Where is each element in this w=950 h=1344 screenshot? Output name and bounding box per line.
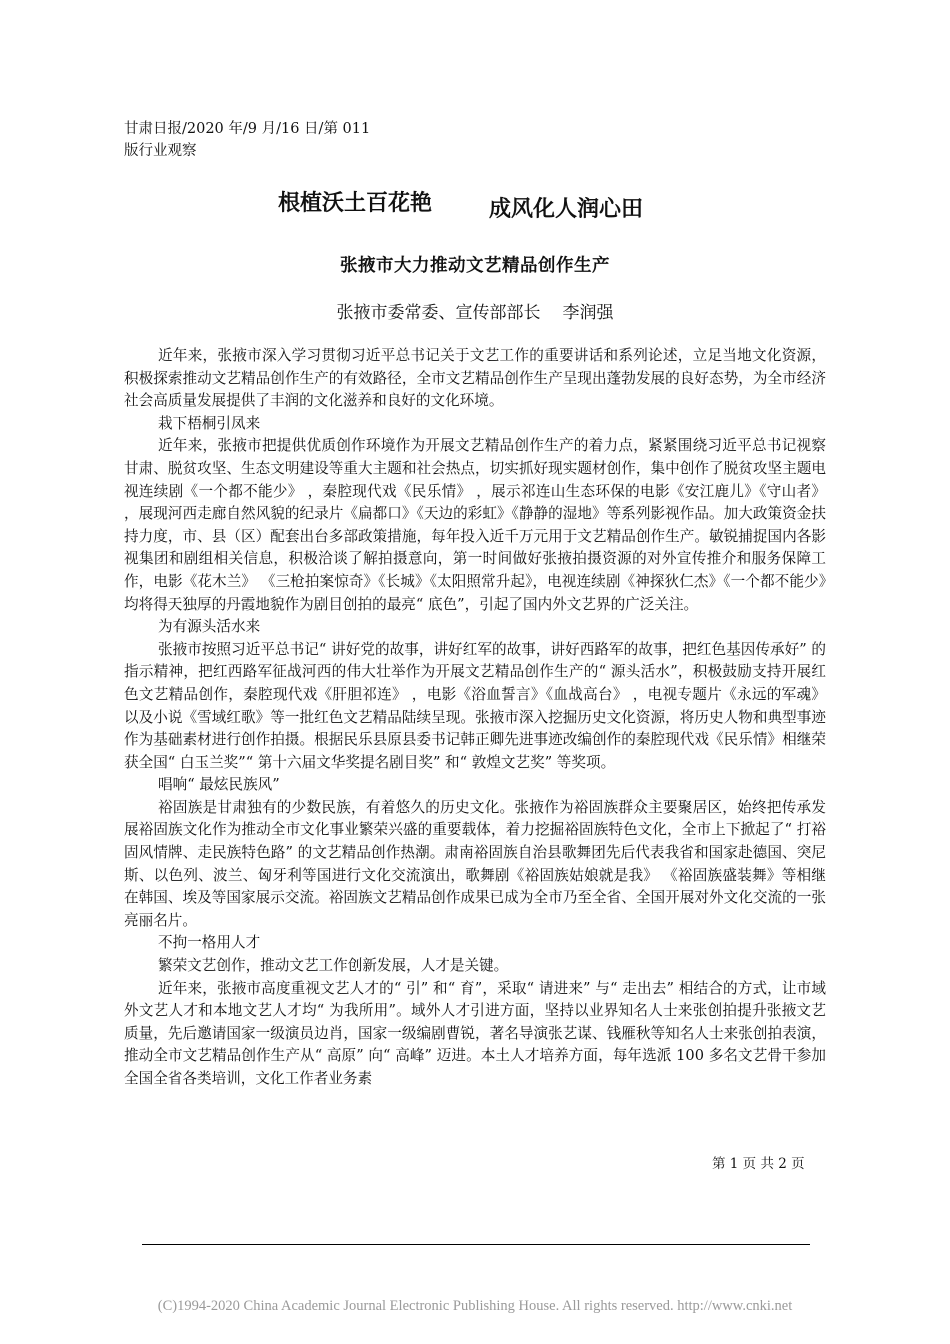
article-body [124, 345, 826, 1091]
title-part-1: 根植沃土百花艳 [278, 190, 433, 216]
article-subtitle: 张掖市大力推动文艺精品创作生产 [340, 256, 610, 276]
source-citation [124, 118, 394, 162]
author-role: 张掖市委常委、宣传部部长 [336, 303, 541, 323]
paragraph: 近年来，张掖市把提供优质创作环境作为开展文艺精品创作生产的着力点，紧紧围绕习近平总书记视察甘肃、脱贫攻坚、生态文明建设等重大主题和社会热点，切实抓好现实题材创作，集中创作了脱贫攻坚主题电视连续剧《一个都不能少》 ，秦腔现代戏《民乐情》 ，展示祁连山生态环保的电影《安江鹿儿》《守山者》 ，展现河西走廊自然风貌的纪录片《扁都口》《天边的彩虹》《静静的湿地》等系列影视作品。加大政策资金扶持力度，市、县（区）配套出台多部政策措施，每年投入近千万元用于文艺精品创作生产。敏锐捕捉国内各影视集团和剧组相关信息，积极洽谈了解拍摄意向，第一时间做好张掖拍摄资源的对外宣传推介和服务保障工作，电影《花木兰》 《三枪拍案惊奇》《长城》《太阳照常升起》，电视连续剧《神探狄仁杰》《一个都不能少》均将得天独厚的丹霞地貌作为剧目创拍的最亮“ 底色”，引起了国内外文艺界的广泛关注。 [124, 437, 826, 613]
paragraph: 近年来，张掖市高度重视文艺人才的“ 引” 和“ 育”，采取“ 请进来” 与“ 走出去” 相结合的方式，让市域外文艺人才和本地文艺人才均“ 为我所用”。域外人才引进方面，坚持以业界知名人士来张创拍提升张掖文艺质量，先后邀请国家一级演员边肖，国家一级编剧曹锐，著名导演张艺谋、钱雁秋等知名人士来张创拍表演，推动全市文艺精品创作生产从“ 高原” 向“ 高峰” 迈进。本土人才培养方面，每年选派 100 多名文艺骨干参加全国全省各类培训，文化工作者业务素 [124, 979, 826, 1087]
paragraph: 裕固族是甘肃独有的少数民族，有着悠久的历史文化。张掖作为裕固族群众主要聚居区，始终把传承发展裕固族文化作为推动全市文化事业繁荣兴盛的重要载体，着力挖掘裕固族特色文化，全市上下掀起了“ 打裕固风情牌、走民族特色路” 的文艺精品创作热潮。肃南裕固族自治县歌舞团先后代表我省和国家赴德国、突尼斯、以色列、波兰、匈牙利等国进行文化交流演出，歌舞剧《裕固族姑娘就是我》 《裕固族盛装舞》等相继在韩国、埃及等国家展示交流。裕固族文艺精品创作成果已成为全市乃至全省、全国开展对外文化交流的一张亮丽名片。 [124, 798, 826, 929]
page-number: 第 1 页 共 2 页 [712, 1156, 805, 1172]
source-line-2: 版行业观察 [124, 143, 197, 159]
paragraph: 近年来，张掖市深入学习贯彻习近平总书记关于文艺工作的重要讲话和系列论述，立足当地文化资源，积极探索推动文艺精品创作生产的有效路径，全市文艺精品创作生产呈现出蓬勃发展的良好态势，为全市经济社会高质量发展提供了丰润的文化滋养和良好的文化环境。 [124, 347, 826, 410]
section-heading: 为有源头活水来 [158, 618, 261, 636]
author-line [0, 298, 950, 323]
section-heading: 不拘一格用人才 [158, 934, 261, 952]
source-line-1: 甘肃日报/2020 年/9 月/16 日/第 011 [124, 121, 371, 137]
paragraph: 张掖市按照习近平总书记“ 讲好党的故事，讲好红军的故事，讲好西路军的故事，把红色基因传承好” 的指示精神，把红西路军征战河西的伟大壮举作为开展文艺精品创作生产的“ 源头活水”，积极鼓励支持开展红色文艺精品创作，秦腔现代戏《肝胆祁连》 ，电影《浴血誓言》《血战高台》 ，电视专题片《永远的军魂》以及小说《雪域红歌》等一批红色文艺精品陆续呈现。张掖市深入挖掘历史文化资源，将历史人物和典型事迹作为基础素材进行创作拍摄。根据民乐县原县委书记韩正卿先进事迹改编创作的秦腔现代戏《民乐情》相继荣获全国“ 白玉兰奖”“ 第十六届文华奖提名剧目奖” 和“ 敦煌文艺奖” 等奖项。 [124, 640, 826, 771]
copyright-footer: (C)1994-2020 China Academic Journal Electronic Publishing House. All rights reserved. http://www.cnki.net [157, 1298, 793, 1314]
section-heading: 唱响“ 最炫民族风” [158, 776, 280, 794]
title-part-2: 成风化人润心田 [489, 196, 644, 222]
article-title [0, 186, 950, 226]
section-heading: 栽下梧桐引凤来 [158, 414, 261, 432]
footer-divider [142, 1244, 810, 1245]
paragraph: 繁荣文艺创作，推动文艺工作创新发展，人才是关键。 [158, 957, 509, 975]
author-name: 李润强 [562, 303, 614, 323]
